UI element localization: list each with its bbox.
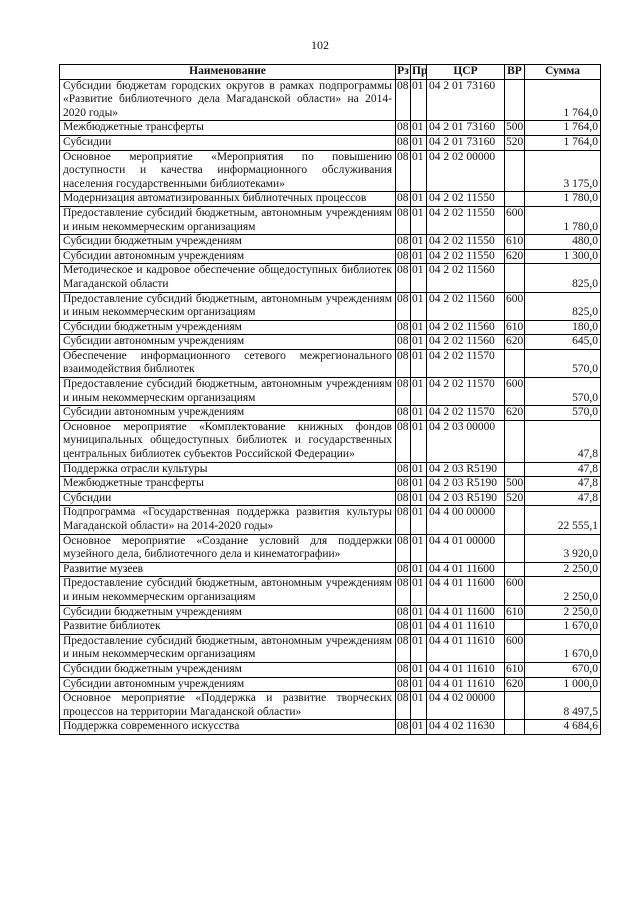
cell-sum: 1 780,0 (525, 192, 601, 207)
cell-sum: 22 555,1 (525, 506, 601, 534)
cell-csr: 04 2 02 11560 (427, 264, 505, 292)
cell-pr: 01 (411, 477, 427, 492)
cell-vr (505, 720, 525, 735)
cell-pr: 01 (411, 620, 427, 635)
cell-vr (505, 692, 525, 720)
cell-vr (505, 462, 525, 477)
table-row (60, 121, 601, 136)
table-row (60, 562, 601, 577)
table-row (60, 335, 601, 350)
table-row (60, 491, 601, 506)
cell-rz: 08 (396, 577, 411, 605)
cell-vr: 610 (505, 320, 525, 335)
cell-rz: 08 (396, 150, 411, 192)
cell-sum: 645,0 (525, 335, 601, 350)
cell-pr: 01 (411, 150, 427, 192)
table-row (60, 135, 601, 150)
cell-vr: 610 (505, 605, 525, 620)
cell-csr: 04 4 01 00000 (427, 534, 505, 562)
cell-name: Предоставление субсидий бюджетным, автономным учреждениям и иным некоммерческим организациям (60, 577, 396, 605)
cell-pr: 01 (411, 562, 427, 577)
cell-csr: 04 2 02 00000 (427, 150, 505, 192)
table-row (60, 235, 601, 250)
cell-pr: 01 (411, 577, 427, 605)
cell-sum: 3 175,0 (525, 150, 601, 192)
table-row (60, 79, 601, 121)
table-row (60, 506, 601, 534)
cell-name: Предоставление субсидий бюджетным, автономным учреждениям и иным некоммерческим организациям (60, 634, 396, 662)
cell-rz: 08 (396, 420, 411, 462)
cell-sum: 670,0 (525, 662, 601, 677)
cell-sum: 1 764,0 (525, 135, 601, 150)
table-row (60, 150, 601, 192)
cell-name: Межбюджетные трансферты (60, 477, 396, 492)
cell-csr: 04 2 02 11560 (427, 335, 505, 350)
cell-csr: 04 2 02 11550 (427, 192, 505, 207)
cell-vr: 500 (505, 121, 525, 136)
table-body (60, 79, 601, 734)
table-row (60, 605, 601, 620)
cell-rz: 08 (396, 634, 411, 662)
cell-csr: 04 4 01 11600 (427, 577, 505, 605)
cell-pr: 01 (411, 292, 427, 320)
cell-pr: 01 (411, 420, 427, 462)
cell-name: Субсидии бюджетным учреждениям (60, 662, 396, 677)
cell-rz: 08 (396, 264, 411, 292)
cell-rz: 08 (396, 249, 411, 264)
cell-vr (505, 192, 525, 207)
cell-vr: 620 (505, 406, 525, 421)
cell-pr: 01 (411, 406, 427, 421)
cell-rz: 08 (396, 135, 411, 150)
cell-vr: 600 (505, 378, 525, 406)
cell-name: Поддержка отрасли культуры (60, 462, 396, 477)
cell-name: Методическое и кадровое обеспечение общедоступных библиотек Магаданской области (60, 264, 396, 292)
cell-pr: 01 (411, 677, 427, 692)
cell-rz: 08 (396, 206, 411, 234)
cell-rz: 08 (396, 491, 411, 506)
cell-name: Основное мероприятие «Создание условий для поддержки музейного дела, библиотечного дела и кинематографии» (60, 534, 396, 562)
cell-csr: 04 4 01 11600 (427, 605, 505, 620)
cell-vr: 500 (505, 477, 525, 492)
cell-csr: 04 2 02 11550 (427, 249, 505, 264)
cell-name: Субсидии (60, 135, 396, 150)
cell-csr: 04 4 01 11600 (427, 562, 505, 577)
cell-rz: 08 (396, 292, 411, 320)
cell-rz: 08 (396, 534, 411, 562)
cell-pr: 01 (411, 235, 427, 250)
cell-sum: 570,0 (525, 378, 601, 406)
cell-vr: 520 (505, 135, 525, 150)
cell-sum: 3 920,0 (525, 534, 601, 562)
cell-rz: 08 (396, 335, 411, 350)
cell-name: Предоставление субсидий бюджетным, автономным учреждениям и иным некоммерческим организациям (60, 206, 396, 234)
cell-name: Основное мероприятие «Комплектование книжных фондов муниципальных общедоступных библиотек и государственных центральных библиотек субъектов Российской Федерации» (60, 420, 396, 462)
table-row (60, 662, 601, 677)
cell-vr (505, 620, 525, 635)
cell-csr: 04 2 03 R5190 (427, 477, 505, 492)
table-row (60, 634, 601, 662)
cell-sum: 1 764,0 (525, 79, 601, 121)
cell-pr: 01 (411, 378, 427, 406)
cell-sum: 47,8 (525, 420, 601, 462)
cell-csr: 04 4 00 00000 (427, 506, 505, 534)
cell-pr: 01 (411, 720, 427, 735)
cell-sum: 570,0 (525, 406, 601, 421)
cell-sum: 47,8 (525, 477, 601, 492)
cell-sum: 1 000,0 (525, 677, 601, 692)
table-row (60, 677, 601, 692)
table-row (60, 692, 601, 720)
cell-csr: 04 2 02 11560 (427, 320, 505, 335)
cell-sum: 8 497,5 (525, 692, 601, 720)
cell-csr: 04 2 01 73160 (427, 121, 505, 136)
cell-pr: 01 (411, 692, 427, 720)
cell-name: Поддержка современного искусства (60, 720, 396, 735)
cell-pr: 01 (411, 320, 427, 335)
table-row (60, 264, 601, 292)
cell-vr: 600 (505, 206, 525, 234)
cell-pr: 01 (411, 349, 427, 377)
cell-pr: 01 (411, 534, 427, 562)
cell-vr (505, 79, 525, 121)
cell-pr: 01 (411, 135, 427, 150)
cell-name: Субсидии автономным учреждениям (60, 677, 396, 692)
cell-name: Предоставление субсидий бюджетным, автономным учреждениям и иным некоммерческим организациям (60, 292, 396, 320)
cell-csr: 04 2 02 11550 (427, 235, 505, 250)
table-header-row (60, 65, 601, 80)
cell-rz: 08 (396, 320, 411, 335)
header-pr: Пр (411, 65, 427, 80)
cell-csr: 04 2 03 R5190 (427, 491, 505, 506)
cell-csr: 04 4 01 11610 (427, 662, 505, 677)
cell-vr (505, 150, 525, 192)
table-row (60, 192, 601, 207)
cell-name: Межбюджетные трансферты (60, 121, 396, 136)
cell-vr: 600 (505, 634, 525, 662)
header-name: Наименование (60, 65, 396, 80)
cell-csr: 04 4 01 11610 (427, 620, 505, 635)
cell-vr: 520 (505, 491, 525, 506)
cell-csr: 04 2 01 73160 (427, 79, 505, 121)
cell-pr: 01 (411, 662, 427, 677)
cell-name: Субсидии автономным учреждениям (60, 406, 396, 421)
cell-rz: 08 (396, 378, 411, 406)
cell-csr: 04 2 02 11570 (427, 349, 505, 377)
cell-vr (505, 562, 525, 577)
cell-vr: 620 (505, 249, 525, 264)
cell-vr: 610 (505, 662, 525, 677)
cell-sum: 1 764,0 (525, 121, 601, 136)
cell-pr: 01 (411, 264, 427, 292)
cell-csr: 04 2 02 11560 (427, 292, 505, 320)
cell-pr: 01 (411, 79, 427, 121)
cell-vr: 600 (505, 577, 525, 605)
cell-vr: 620 (505, 335, 525, 350)
cell-rz: 08 (396, 562, 411, 577)
cell-sum: 47,8 (525, 462, 601, 477)
header-rz: Рз (396, 65, 411, 80)
cell-sum: 4 684,6 (525, 720, 601, 735)
cell-sum: 1 780,0 (525, 206, 601, 234)
cell-rz: 08 (396, 121, 411, 136)
cell-sum: 480,0 (525, 235, 601, 250)
table-row (60, 477, 601, 492)
cell-sum: 2 250,0 (525, 577, 601, 605)
cell-rz: 08 (396, 692, 411, 720)
cell-csr: 04 2 03 00000 (427, 420, 505, 462)
cell-sum: 2 250,0 (525, 605, 601, 620)
cell-csr: 04 2 02 11570 (427, 406, 505, 421)
cell-pr: 01 (411, 206, 427, 234)
cell-pr: 01 (411, 462, 427, 477)
cell-vr (505, 534, 525, 562)
cell-name: Подпрограмма «Государственная поддержка развития культуры Магаданской области» на 2014-2020 годы» (60, 506, 396, 534)
cell-pr: 01 (411, 192, 427, 207)
cell-sum: 180,0 (525, 320, 601, 335)
budget-table (59, 64, 601, 735)
cell-name: Субсидии (60, 491, 396, 506)
cell-vr (505, 349, 525, 377)
cell-csr: 04 2 02 11570 (427, 378, 505, 406)
cell-name: Развитие музеев (60, 562, 396, 577)
cell-pr: 01 (411, 121, 427, 136)
cell-sum: 825,0 (525, 292, 601, 320)
table-row (60, 378, 601, 406)
cell-csr: 04 4 02 11630 (427, 720, 505, 735)
cell-name: Субсидии бюджетным учреждениям (60, 235, 396, 250)
table-row (60, 462, 601, 477)
cell-rz: 08 (396, 605, 411, 620)
cell-vr (505, 506, 525, 534)
table-row (60, 620, 601, 635)
cell-vr: 620 (505, 677, 525, 692)
cell-name: Субсидии бюджетным учреждениям (60, 605, 396, 620)
cell-name: Субсидии автономным учреждениям (60, 249, 396, 264)
cell-sum: 1 300,0 (525, 249, 601, 264)
cell-rz: 08 (396, 677, 411, 692)
cell-csr: 04 2 01 73160 (427, 135, 505, 150)
cell-rz: 08 (396, 620, 411, 635)
cell-csr: 04 4 01 11610 (427, 677, 505, 692)
cell-name: Основное мероприятие «Мероприятия по повышению доступности и качества информационного обслуживания населения государственными библиотеками» (60, 150, 396, 192)
table-row (60, 720, 601, 735)
cell-name: Субсидии автономным учреждениям (60, 335, 396, 350)
table-row (60, 206, 601, 234)
table-row (60, 577, 601, 605)
cell-pr: 01 (411, 335, 427, 350)
cell-rz: 08 (396, 349, 411, 377)
table-row (60, 320, 601, 335)
cell-sum: 1 670,0 (525, 620, 601, 635)
cell-name: Развитие библиотек (60, 620, 396, 635)
cell-pr: 01 (411, 249, 427, 264)
cell-sum: 570,0 (525, 349, 601, 377)
cell-name: Основное мероприятие «Поддержка и развитие творческих процессов на территории Магаданской области» (60, 692, 396, 720)
cell-vr (505, 264, 525, 292)
header-vr: ВР (505, 65, 525, 80)
cell-vr (505, 420, 525, 462)
cell-sum: 47,8 (525, 491, 601, 506)
cell-csr: 04 4 01 11610 (427, 634, 505, 662)
cell-name: Субсидии бюджетным учреждениям (60, 320, 396, 335)
table-row (60, 406, 601, 421)
cell-rz: 08 (396, 662, 411, 677)
cell-name: Предоставление субсидий бюджетным, автономным учреждениям и иным некоммерческим организациям (60, 378, 396, 406)
cell-name: Субсидии бюджетам городских округов в рамках подпрограммы «Развитие библиотечного дела Магаданской области» на 2014-2020 годы» (60, 79, 396, 121)
cell-rz: 08 (396, 406, 411, 421)
cell-rz: 08 (396, 506, 411, 534)
cell-csr: 04 2 03 R5190 (427, 462, 505, 477)
cell-sum: 825,0 (525, 264, 601, 292)
header-csr: ЦСР (427, 65, 505, 80)
cell-name: Модернизация автоматизированных библиотечных процессов (60, 192, 396, 207)
cell-rz: 08 (396, 720, 411, 735)
cell-csr: 04 4 02 00000 (427, 692, 505, 720)
cell-pr: 01 (411, 506, 427, 534)
cell-pr: 01 (411, 491, 427, 506)
cell-name: Обеспечение информационного сетевого межрегионального взаимодействия библиотек (60, 349, 396, 377)
cell-sum: 2 250,0 (525, 562, 601, 577)
cell-csr: 04 2 02 11550 (427, 206, 505, 234)
cell-rz: 08 (396, 192, 411, 207)
cell-pr: 01 (411, 605, 427, 620)
cell-rz: 08 (396, 462, 411, 477)
table-row (60, 349, 601, 377)
cell-rz: 08 (396, 477, 411, 492)
cell-vr: 610 (505, 235, 525, 250)
cell-sum: 1 670,0 (525, 634, 601, 662)
table-row (60, 420, 601, 462)
table-row (60, 249, 601, 264)
page-number: 102 (311, 38, 329, 52)
table-row (60, 534, 601, 562)
cell-rz: 08 (396, 235, 411, 250)
table-row (60, 292, 601, 320)
header-sum: Сумма (525, 65, 601, 80)
cell-pr: 01 (411, 634, 427, 662)
cell-rz: 08 (396, 79, 411, 121)
cell-vr: 600 (505, 292, 525, 320)
